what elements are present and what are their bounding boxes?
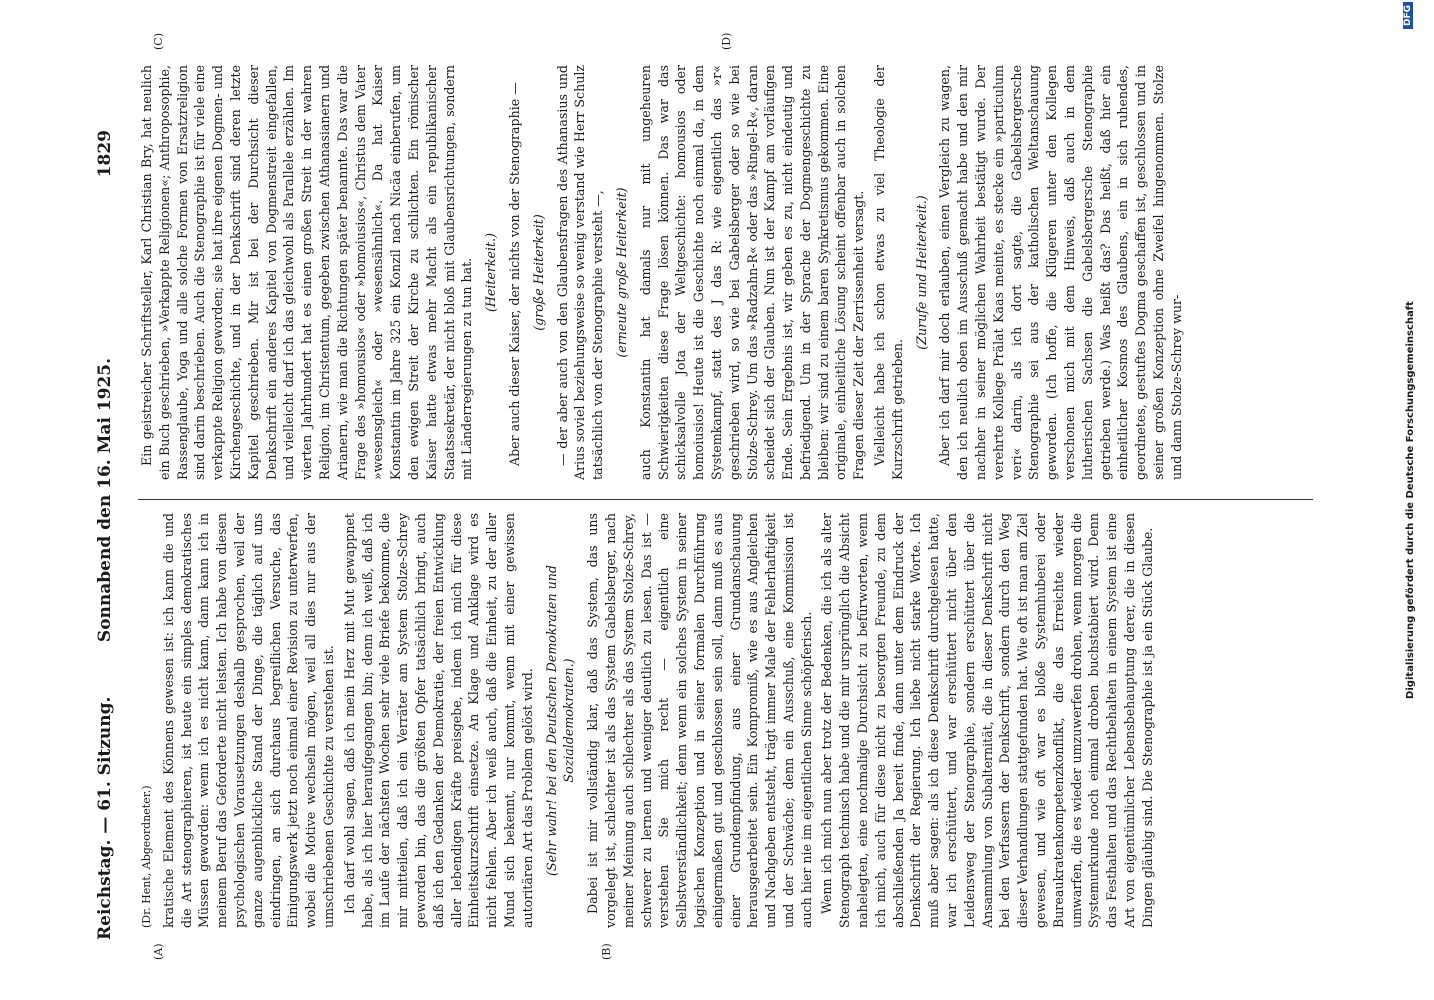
left-column xyxy=(138,513,1318,928)
margin-marker-b: (B) xyxy=(600,943,613,960)
header-session: Reichstag. — 61. Sitzung. xyxy=(95,696,115,940)
paragraph: Vielleicht habe ich schon etwas zu viel Theologie der Kurzschrift getrieben. xyxy=(872,65,905,480)
footer-text: Digitalisierung gefördert durch die Deutsche Forschungsgemeinschaft xyxy=(1405,301,1416,699)
interjection: (Heiterkeit.) xyxy=(483,233,499,312)
paragraph: Wenn ich mich nun aber trotz der Bedenken, die ich als alter Stenograph technisch habe und die mir ursprünglich die Absicht nahelegten, eine nochmalige Durchsicht zu befürworten, wenn ich mich, auch für diese nicht zu besorgten Freunde, zu dem abschließenden Ja bereit finde, dann unter dem Eindruck der Denkschrift der Regierung. Ich liebe nicht starke Worte. Ich muß aber sagen: als ich diese Denkschrift durchgelesen hatte, war ich erschüttert, und war erschüttert nicht über den Leidensweg der Stenographie, sondern erschüttert über die Ansammlung von Subalternität, die in dieser Denkschrift nicht bei den Verfassern der Denkschrift, sondern durch den Weg dieser Verhandlungen stattgefunden hat. Wie oft ist man am Ziel gewesen, und wie oft war es bloße Systemhuberei oder Bureaukratenkompetenzkonflikt, die das Erreichte wieder umwarfen, die es wieder umzuwerfen drohen, wenn morgen die Systemurkunde noch einmal droben buchstabiert wird. Denn das Festhalten und das Rechtbehalten in einem System ist eine Art von eigentümlicher Lebensbehauptung derer, die in diesen Dingen gläubig sind. Die Stenographie ist ja ein Stück Glaube. xyxy=(819,513,1155,928)
header-page-number: 1829 xyxy=(95,130,115,178)
paragraph: Ich darf wohl sagen, daß ich mein Herz mit Mut gewappnet habe, als ich hier heraufgegangen bin; denn ich weiß, daß ich im Laufe der nächsten Wochen sehr viele Briefe bekomme, die mir mitteilen, daß ich ein Verräter am System Stolze-Schrey geworden bin, das die größten Opfer tatsächlich bringt, auch daß ich den Gedanken der Demokratie, der freien Entwicklung aller lebendigen Kräfte preisgebe, indem ich mich für diese Einheitskurzschrift einsetze. An Klage und Anklage wird es nicht fehlen. Aber ich weiß auch, daß die Einheit, zu der aller Mund sich bekennt, nur kommt, wenn mit einer gewissen autoritären Art das Problem gelöst wird. xyxy=(341,513,535,928)
margin-marker-c: (C) xyxy=(152,33,165,50)
paragraph: auch Konstantin hat damals nur mit ungeheuren Schwierigkeiten diese Frage lösen können. Das war das schicksalvolle Jota der Weltgeschichte: homousios oder homoiusios! Heute ist die Geschichte noch einmal da, in dem Systemkampf, statt des J das R: wie eigentlich das »r« geschrieben wird, so wie bei Gabelsberger oder so wie bei Stolze-Schrey. Um das »Radzahn-R« oder das »Ringel-R«, daran scheidet sich der Glauben. Nun ist der Kampf am vorläufigen Ende. Sein Ergebnis ist, wir geben es zu, nicht eindeutig und befriedigend. Um in der Sprache der Dogmengeschichte zu bleiben: wir sind zu einem baren Synkretismus gekommen. Eine originale, einheitliche Lösung scheint offenbar auch in solchen Fragen dieser Zeit der Zerrissenheit versagt. xyxy=(637,65,867,480)
paragraph: kratische Element des Könnens gewesen ist: ich kann die und die Art stenographieren, ist heute ein simples demokratisches Müssen geworden: wenn ich es nicht kann, dann kann ich in meinem Beruf das Geforderte nicht leisten. Ich habe von diesen psychologischen Vorausetzungen deshalb gesprochen, weil der ganze augenblickliche Stand der Dinge, die täglich auf uns eindringen, an sich durchaus begreiflichen Versuche, das Einigungswerk jetzt noch einmal einer Revision zu unterwerfen, wobei die Motive wechseln mögen, weil all dies nur aus der umschriebenen Geschichte zu verstehen ist. xyxy=(160,513,336,928)
interjection: (große Heiterkeit) xyxy=(530,214,546,331)
right-column xyxy=(138,65,1318,480)
dfg-logo-badge: DFG xyxy=(1403,2,1413,29)
column-divider xyxy=(138,499,1313,500)
page-header xyxy=(95,0,129,1000)
paragraph: Aber ich darf mir doch erlauben, einen Vergleich zu wagen, den ich neulich oben im Ausschuß gemacht habe und den mir nachher in seiner möglichen Wahrheit bestätigt wurde. Der verehrte Kollege Prälat Kaas meinte, es stecke ein »particulum veri« darin, als ich dort sagte, die Gabelsbergersche Stenographie sei aus der katholischen Weltanschauung geworden. (Ich hoffe, die Klügeren unter den Kollegen verschonen mich mit dem Hinweis, daß auch in dem lutherischen Sachsen die Gabelsbergersche Stenographie getrieben werde.) Was heißt das? Das heißt, daß hier ein einheitlicher Kosmos des Glaubens, ein in sich ruhendes, geordnetes, gestuftes Dogma geschaffen ist, geschlossen und in seiner großen Konzeption ohne Zweifel hingenommen. Stolze und dann Stolze-Schrey wur- xyxy=(937,65,1184,480)
speaker-note: (Dr. Hent, Abgeordneter.) xyxy=(140,785,153,928)
paragraph: Dabei ist mir vollständig klar, daß das System, das uns vorgelegt ist, schlechter ist als das System Gabelsberger, nach meiner Meinung auch schlechter als das System Stolze-Schrey, schwerer zu lernen und weniger deutlich zu lesen. Das ist — verstehen Sie mich recht — eigentlich eine Selbstverständlichkeit; denn wenn ein solches System in seiner logischen Konzeption und in seiner formalen Durchführung einigermaßen gut und geschlossen sein soll, dann muß es aus einer Grundempfindung, aus einer Grundanschauung herausgearbeitet sein. Ein Kompromiß, wie es aus Angleichen und Nachgeben entsteht, trägt immer Male der Fehlerhaftigkeit und der Schwäche; denn ein Ausschuß, eine Kommission ist auch hier nie im eigentlichen Sinne schöpferisch. xyxy=(585,513,814,928)
paragraph: Ein geistreicher Schriftsteller, Karl Christian Bry, hat neulich ein Buch geschrieben, »Verkappte Religionen«; Anthroposophie, Rassenglaube, Yoga und alle solche Formen von Ersatzreligion sind darin beschrieben. Auch die Stenographie ist für viele eine verkappte Religion geworden; sie hat ihre eigenen Dogmen- und Kirchengeschichte, und in der Denkschrift sind deren letzte Kapitel geschrieben. Mir ist bei der Durchsicht dieser Denkschrift ein anderes Kapitel von Dogmenstreit eingefallen, und vielleicht darf ich das gleichwohl als Parallele erzählen. Im vierten Jahrhundert hat es einen großen Streit in der wahren Religion, im Christentum, gegeben zwischen Athanasianern und Arianern, wie man die Richtungen später benannte. Das war die Frage des »homousios« oder »homoiusios«, Christus dem Vater »wesensgleich« oder »wesensähnlich«. Da hat Kaiser Konstantin im Jahre 325 ein Konzil nach Nicäa einberufen, um den ewigen Streit der Kirche zu schlichten. Ein römischer Kaiser hatte etwas mehr Macht als ein republikanischer Staatssekretär, der nicht bloß mit Glaubensrichtungen, sondern mit Länderregierungen zu tun hat. xyxy=(139,65,475,480)
interjection: (erneute große Heiterkeit) xyxy=(613,187,629,358)
dfg-footer xyxy=(1405,0,1416,1000)
margin-marker-a: (A) xyxy=(152,943,165,960)
paragraph: — der aber auch von den Glaubensfragen des Athanasius und Arius soviel beziehungsweise so wenig verstand wie Herr Schulz tatsächlich von der Stenographie versteht —, xyxy=(554,65,606,480)
interjection: (Sehr wahr! bei den Deutschen Demokraten und Sozialdemokraten.) xyxy=(543,565,577,876)
paragraph: Aber auch dieser Kaiser, der nichts von der Stenographie — xyxy=(506,82,522,466)
interjection: (Zurufe und Heiterkeit.) xyxy=(913,195,929,350)
margin-marker-d: (D) xyxy=(720,32,733,50)
header-date: Sonnabend den 16. Mai 1925. xyxy=(95,357,115,643)
